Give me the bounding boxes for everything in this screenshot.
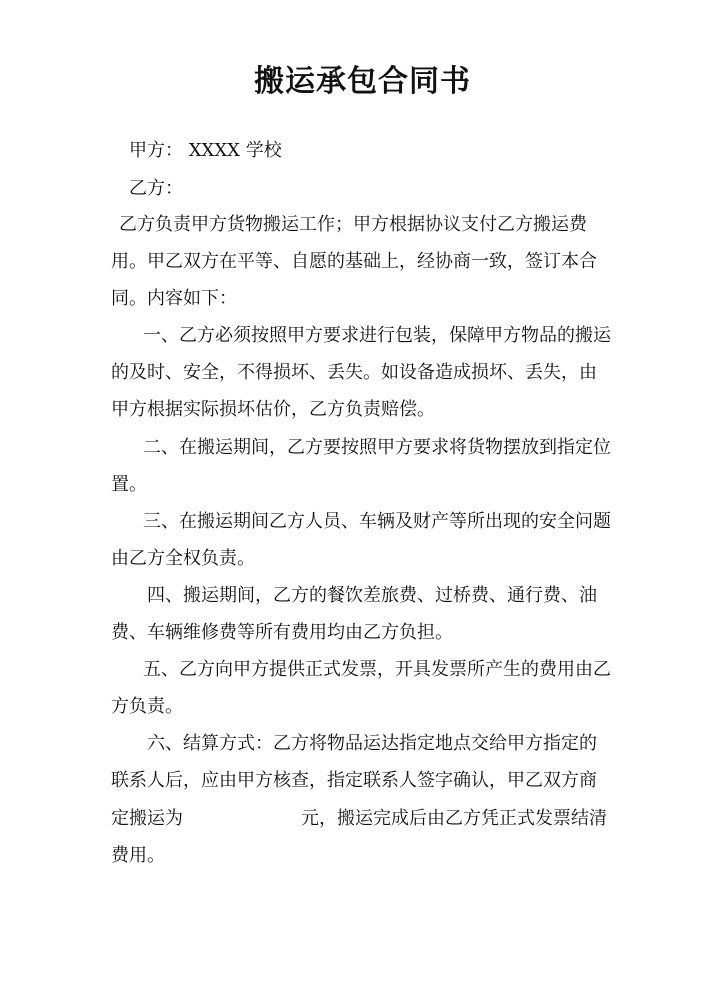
clause-1-line: 的及时、安全，不得损坏、丢失。如设备造成损坏、丢失，由	[111, 362, 597, 383]
clause-5-line: 五、乙方向甲方提供正式发票，开具发票所产生的费用由乙	[143, 659, 611, 680]
clause-6-line: 六、结算方式：乙方将物品运达指定地点交给甲方指定的	[147, 733, 597, 754]
document-title: 搬运承包合同书	[254, 64, 471, 99]
paragraph-line: 用。甲乙双方在平等、自愿的基础上，经协商一致，签订本合	[111, 251, 597, 272]
clause-2-line: 置。	[111, 474, 147, 495]
clause-2-line: 二、在搬运期间，乙方要按照甲方要求将货物摆放到指定位	[143, 437, 611, 458]
paragraph-line: 同。内容如下：	[111, 288, 237, 309]
clause-4-line: 费、车辆维修费等所有费用均由乙方负担。	[111, 622, 453, 643]
clause-3-line: 由乙方全权负责。	[111, 548, 255, 569]
clause-6-line	[111, 805, 607, 833]
clause-3-line: 三、在搬运期间乙方人员、车辆及财产等所出现的安全问题	[143, 511, 611, 532]
paragraph-line: 乙方负责甲方货物搬运工作；甲方根据协议支付乙方搬运费	[119, 214, 587, 235]
party-a-line: 甲方： XXXX 学校	[129, 140, 282, 161]
clause-1-line: 一、乙方必须按照甲方要求进行包装，保障甲方物品的搬运	[143, 325, 611, 346]
clause-6-text-after-blank: 元，搬运完成后由乙方凭正式发票结清	[301, 808, 607, 829]
clause-5-line: 方负责。	[111, 696, 183, 717]
party-b-line: 乙方：	[129, 178, 183, 199]
clause-6-text-before-blank: 定搬运为	[111, 808, 183, 829]
clause-4-line: 四、搬运期间，乙方的餐饮差旅费、过桥费、通行费、油	[147, 585, 597, 606]
clause-6-line: 联系人后，应由甲方核查，指定联系人签字确认，甲乙双方商	[111, 770, 597, 791]
clause-1-line: 甲方根据实际损坏估价，乙方负责赔偿。	[111, 399, 435, 420]
clause-6-line: 费用。	[111, 845, 165, 866]
